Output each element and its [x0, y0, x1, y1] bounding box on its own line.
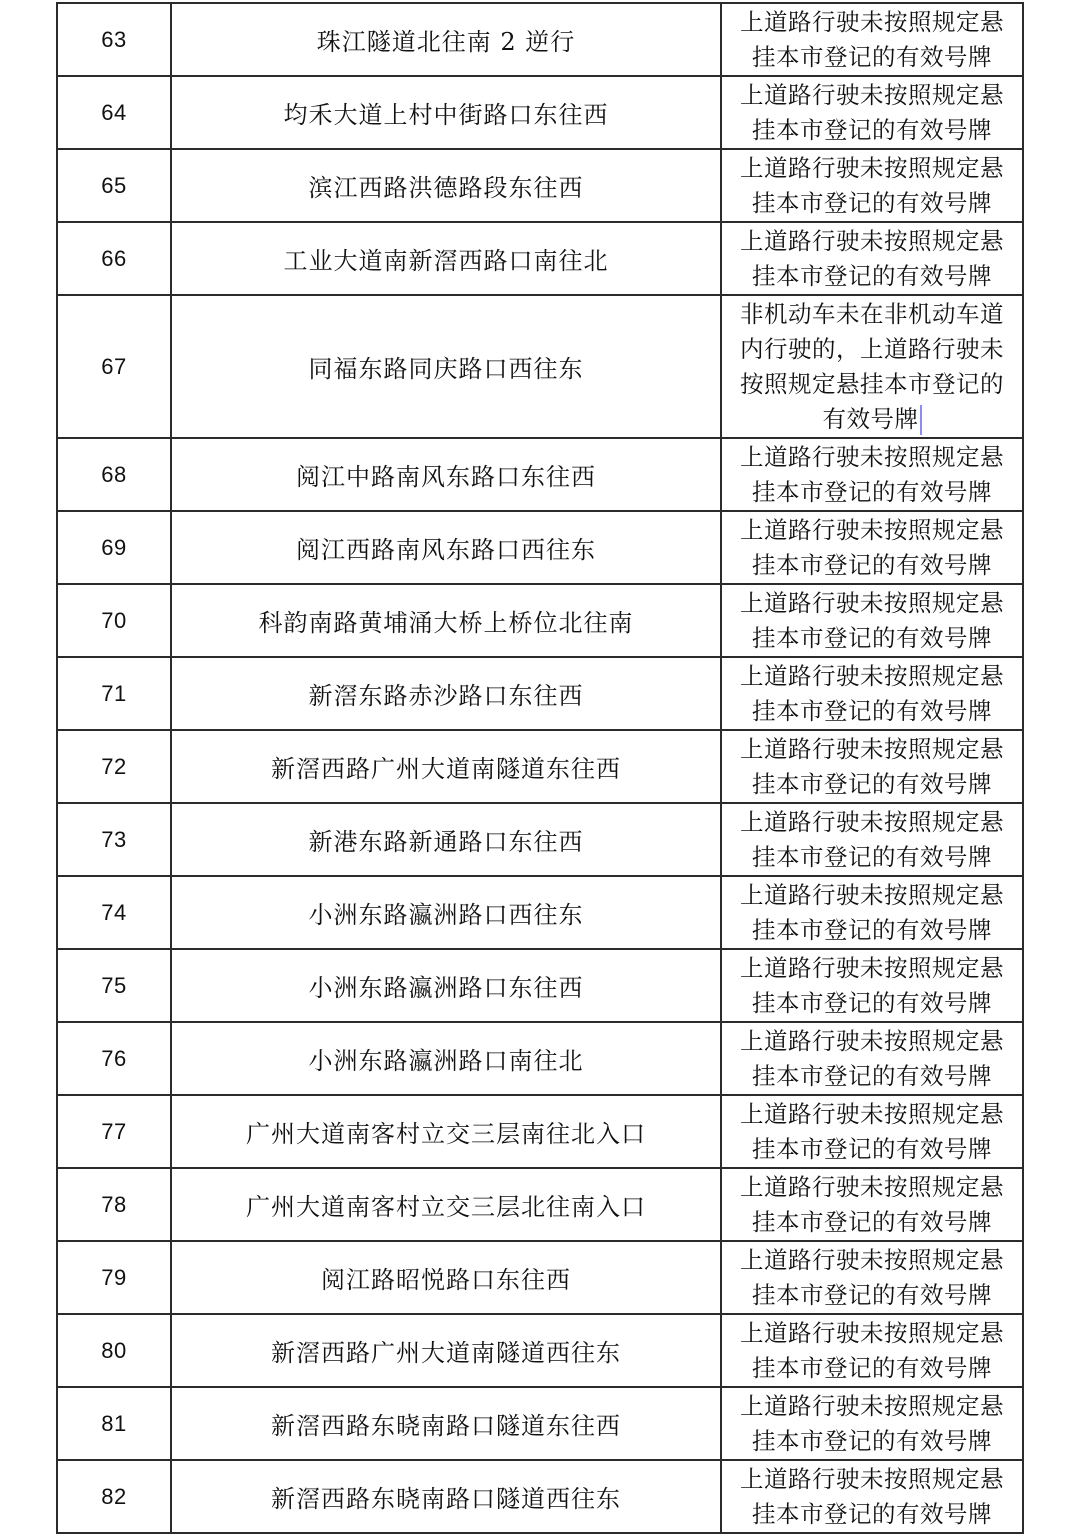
violation-cell	[721, 1460, 1023, 1533]
violation-line: 挂本市登记的有效号牌	[752, 477, 992, 506]
violation-line: 挂本市登记的有效号牌	[752, 550, 992, 579]
row-number-cell: 74	[57, 876, 171, 949]
row-number-cell: 81	[57, 1387, 171, 1460]
row-number-cell: 76	[57, 1022, 171, 1095]
violation-line: 上道路行驶未按照规定悬	[740, 1245, 1004, 1274]
violation-line: 挂本市登记的有效号牌	[752, 188, 992, 217]
location-cell: 小洲东路瀛洲路口西往东	[171, 876, 721, 949]
table-row	[57, 730, 1023, 803]
table-row	[57, 803, 1023, 876]
location-cell: 阅江路昭悦路口东往西	[171, 1241, 721, 1314]
table-row	[57, 949, 1023, 1022]
violation-cell	[721, 876, 1023, 949]
table-row	[57, 149, 1023, 222]
location-cell: 广州大道南客村立交三层北往南入口	[171, 1168, 721, 1241]
violation-cell	[721, 76, 1023, 149]
table-row	[57, 1314, 1023, 1387]
location-cell: 阅江西路南风东路口西往东	[171, 511, 721, 584]
table-row	[57, 222, 1023, 295]
location-cell: 新滘西路广州大道南隧道东往西	[171, 730, 721, 803]
violation-cell	[721, 149, 1023, 222]
violation-line: 上道路行驶未按照规定悬	[740, 7, 1004, 36]
violation-cell	[721, 1241, 1023, 1314]
violation-line: 上道路行驶未按照规定悬	[740, 1172, 1004, 1201]
location-cell: 新滘西路东晓南路口隧道东往西	[171, 1387, 721, 1460]
violation-cell	[721, 1022, 1023, 1095]
location-cell: 科韵南路黄埔涌大桥上桥位北往南	[171, 584, 721, 657]
violation-line: 上道路行驶未按照规定悬	[740, 1391, 1004, 1420]
location-cell: 新滘东路赤沙路口东往西	[171, 657, 721, 730]
violation-line: 上道路行驶未按照规定悬	[740, 807, 1004, 836]
table-row	[57, 438, 1023, 511]
violation-cell	[721, 730, 1023, 803]
row-number-cell: 68	[57, 438, 171, 511]
violation-line: 上道路行驶未按照规定悬	[740, 1464, 1004, 1493]
location-cell: 新滘西路广州大道南隧道西往东	[171, 1314, 721, 1387]
violation-cell	[721, 222, 1023, 295]
row-number-cell: 72	[57, 730, 171, 803]
violation-line: 挂本市登记的有效号牌	[752, 1280, 992, 1309]
table-row	[57, 1095, 1023, 1168]
violation-line: 上道路行驶未按照规定悬	[740, 442, 1004, 471]
violation-cell	[721, 511, 1023, 584]
violation-line: 挂本市登记的有效号牌	[752, 115, 992, 144]
violation-cell	[721, 949, 1023, 1022]
row-number-cell: 80	[57, 1314, 171, 1387]
violation-line: 非机动车未在非机动车道	[740, 299, 1004, 328]
violation-line: 挂本市登记的有效号牌	[752, 988, 992, 1017]
location-cell: 同福东路同庆路口西往东	[171, 295, 721, 438]
table-row	[57, 1460, 1023, 1533]
location-cell: 广州大道南客村立交三层南往北入口	[171, 1095, 721, 1168]
violation-line: 挂本市登记的有效号牌	[752, 623, 992, 652]
row-number-cell: 82	[57, 1460, 171, 1533]
violation-line: 挂本市登记的有效号牌	[752, 1061, 992, 1090]
row-number-cell: 70	[57, 584, 171, 657]
violation-cell	[721, 3, 1023, 76]
table-row	[57, 511, 1023, 584]
violation-cell	[721, 584, 1023, 657]
violation-line: 挂本市登记的有效号牌	[752, 769, 992, 798]
text-cursor	[920, 405, 922, 435]
violation-line: 挂本市登记的有效号牌	[752, 1426, 992, 1455]
table-row	[57, 1241, 1023, 1314]
violation-line: 按照规定悬挂本市登记的	[740, 369, 1004, 398]
location-cell: 均禾大道上村中街路口东往西	[171, 76, 721, 149]
violation-cell	[721, 1168, 1023, 1241]
table-body	[57, 3, 1023, 1533]
location-cell: 工业大道南新滘西路口南往北	[171, 222, 721, 295]
table-row	[57, 1168, 1023, 1241]
row-number-cell: 64	[57, 76, 171, 149]
violation-cell	[721, 295, 1023, 438]
violation-cell	[721, 657, 1023, 730]
violation-cell	[721, 1095, 1023, 1168]
violation-line: 挂本市登记的有效号牌	[752, 696, 992, 725]
location-cell: 新港东路新通路口东往西	[171, 803, 721, 876]
violation-line: 上道路行驶未按照规定悬	[740, 226, 1004, 255]
violation-line: 挂本市登记的有效号牌	[752, 915, 992, 944]
table-row	[57, 1387, 1023, 1460]
location-cell: 小洲东路瀛洲路口东往西	[171, 949, 721, 1022]
violation-line: 上道路行驶未按照规定悬	[740, 80, 1004, 109]
violation-line: 挂本市登记的有效号牌	[752, 42, 992, 71]
violation-line: 上道路行驶未按照规定悬	[740, 153, 1004, 182]
location-cell: 小洲东路瀛洲路口南往北	[171, 1022, 721, 1095]
row-number-cell: 73	[57, 803, 171, 876]
location-cell: 滨江西路洪德路段东往西	[171, 149, 721, 222]
row-number-cell: 69	[57, 511, 171, 584]
table-row	[57, 76, 1023, 149]
location-cell: 珠江隧道北往南 2 逆行	[171, 3, 721, 76]
violation-cell	[721, 803, 1023, 876]
violation-line: 上道路行驶未按照规定悬	[740, 880, 1004, 909]
table-row	[57, 3, 1023, 76]
violation-line: 上道路行驶未按照规定悬	[740, 1318, 1004, 1347]
row-number-cell: 75	[57, 949, 171, 1022]
violation-line: 挂本市登记的有效号牌	[752, 261, 992, 290]
row-number-cell: 71	[57, 657, 171, 730]
table-row	[57, 295, 1023, 438]
row-number-cell: 77	[57, 1095, 171, 1168]
violation-cell	[721, 1314, 1023, 1387]
row-number-cell: 63	[57, 3, 171, 76]
row-number-cell: 79	[57, 1241, 171, 1314]
violation-line: 上道路行驶未按照规定悬	[740, 661, 1004, 690]
location-cell: 阅江中路南风东路口东往西	[171, 438, 721, 511]
location-cell: 新滘西路东晓南路口隧道西往东	[171, 1460, 721, 1533]
violation-line: 上道路行驶未按照规定悬	[740, 953, 1004, 982]
table-row	[57, 584, 1023, 657]
violation-line: 挂本市登记的有效号牌	[752, 842, 992, 871]
violation-cell	[721, 1387, 1023, 1460]
violation-line: 上道路行驶未按照规定悬	[740, 515, 1004, 544]
violation-line: 有效号牌	[728, 402, 1016, 437]
violation-line: 上道路行驶未按照规定悬	[740, 734, 1004, 763]
violation-line: 上道路行驶未按照规定悬	[740, 1099, 1004, 1128]
row-number-cell: 67	[57, 295, 171, 438]
row-number-cell: 66	[57, 222, 171, 295]
violation-line: 挂本市登记的有效号牌	[752, 1353, 992, 1382]
violation-line: 上道路行驶未按照规定悬	[740, 1026, 1004, 1055]
row-number-cell: 78	[57, 1168, 171, 1241]
row-number-cell: 65	[57, 149, 171, 222]
violation-line: 内行驶的，上道路行驶未	[740, 334, 1004, 363]
violation-cell	[721, 438, 1023, 511]
violation-line: 挂本市登记的有效号牌	[752, 1134, 992, 1163]
table-row	[57, 1022, 1023, 1095]
violation-line: 挂本市登记的有效号牌	[752, 1207, 992, 1236]
violation-line: 上道路行驶未按照规定悬	[740, 588, 1004, 617]
table-row	[57, 657, 1023, 730]
violation-location-table	[56, 2, 1024, 1534]
violation-line: 挂本市登记的有效号牌	[752, 1499, 992, 1528]
table-row	[57, 876, 1023, 949]
